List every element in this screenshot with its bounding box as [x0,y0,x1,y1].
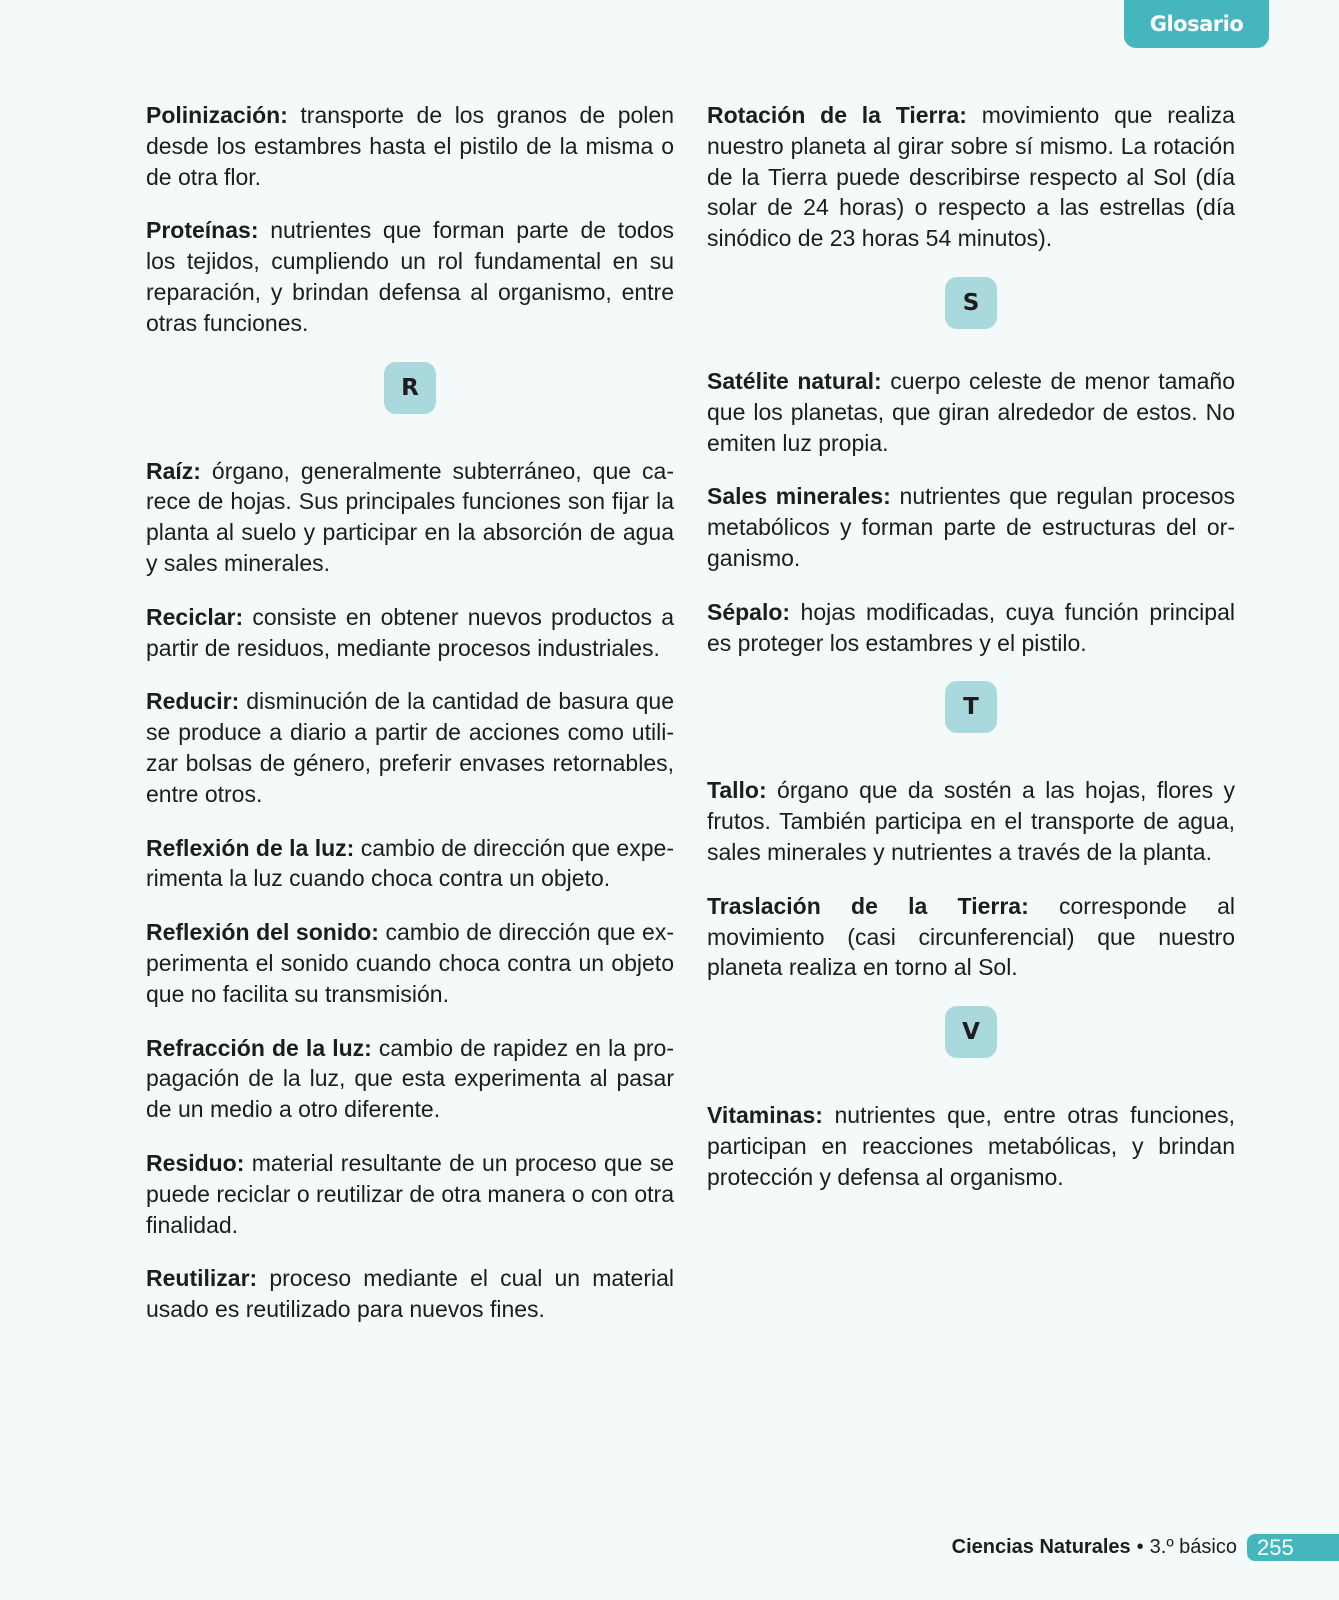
entry-term: Refracción de la luz: [146,1034,372,1061]
entry-definition: cambio de dirección que experimenta el sonido cuando choca contra un objeto que no facilita su transmisión. [146,919,674,1007]
page-number: 255 [1247,1534,1339,1561]
glossary-entry-satelite [707,366,1235,458]
right-column [707,100,1235,1216]
glossary-entry-traslacion [707,891,1235,983]
glossary-entry-reducir [146,686,674,809]
left-column [146,100,674,1348]
entry-term: Sépalo: [707,598,791,625]
glossary-entry-proteinas [146,215,674,338]
entry-definition: nutrientes que forman parte de todos los tejidos, cumpliendo un rol fundamental en su reparación, y brindan defensa al organismo, entre otras funciones. [146,217,674,336]
entry-term: Tallo: [707,777,767,804]
entry-term: Reutilizar: [146,1265,258,1292]
entry-term: Reducir: [146,688,240,715]
entry-definition: disminución de la cantidad de basura que se produce a diario a partir de acciones como utilizar bolsas de género, preferir envases retornables, entre otros. [146,688,674,807]
glosario-tab: Glosario [1124,0,1269,48]
glossary-entry-reutilizar [146,1263,674,1325]
section-letter-r-wrap [146,362,674,414]
entry-definition: nutrientes que, entre otras funciones, participan en reacciones metabólicas, y brindan protección y defensa al organismo. [707,1102,1235,1190]
page-footer [952,1534,1339,1561]
entry-term: Residuo: [146,1149,245,1176]
glossary-entry-tallo [707,775,1235,867]
section-letter-s: S [945,277,997,329]
entry-term: Sales minerales: [707,483,891,510]
section-letter-v: V [945,1006,997,1058]
entry-definition: órgano que da sostén a las hojas, flores y frutos. También participa en el transporte de agua, sales minerales y nutrientes a través de la planta. [707,777,1235,865]
entry-definition: órgano, generalmente subterráneo, que carece de hojas. Sus principales funciones son fijar la planta al suelo y participar en la absorción de agua y sales minerales. [146,457,674,576]
glossary-entry-reflexion-sonido [146,917,674,1009]
entry-definition: nutrientes que regulan procesos metabólicos y forman parte de estructuras del organismo. [707,483,1235,571]
entry-definition: movimiento que realiza nuestro planeta al girar sobre sí mismo. La rotación de la Tierra puede describirse respecto al Sol (día solar de 24 horas) o respecto a las estrellas (día sinódico de 23 horas 54 minutos). [707,102,1235,252]
entry-term: Reciclar: [146,603,244,630]
glossary-entry-sepalo [707,597,1235,659]
entry-definition: consiste en obtener nuevos productos a partir de residuos, mediante procesos industriales. [146,603,674,661]
section-letter-r: R [384,362,436,414]
entry-definition: hojas modificadas, cuya función principal es proteger los estambres y el pistilo. [707,598,1235,656]
entry-term: Reflexión de la luz: [146,834,355,861]
entry-definition: cambio de dirección que experimenta la luz cuando choca contra un objeto. [146,834,674,892]
entry-term: Reflexión del sonido: [146,919,379,946]
glossary-entry-polinizacion [146,100,674,192]
section-letter-t: T [945,681,997,733]
entry-term: Raíz: [146,457,201,484]
entry-definition: cuerpo celeste de menor tamaño que los planetas, que giran alrededor de estos. No emiten luz propia. [707,367,1235,456]
glossary-entry-rotacion [707,100,1235,254]
glossary-entry-reciclar [146,602,674,664]
glossary-entry-sales-minerales [707,481,1235,573]
glossary-entry-raiz [146,456,674,579]
section-letter-s-wrap [707,277,1235,329]
glossary-entry-vitaminas [707,1100,1235,1192]
footer-grade: 3.º básico [1149,1536,1237,1558]
entry-definition: transporte de los granos de polen desde los estambres hasta el pistilo de la misma o de otra flor. [146,102,674,190]
entry-term: Traslación de la Tierra: [707,892,1029,919]
entry-term: Vitaminas: [707,1102,823,1129]
entry-definition: cambio de rapidez en la propagación de la luz, que esta experimenta al pasar de un medio a otro diferente. [146,1034,674,1123]
entry-term: Proteínas: [146,217,259,244]
entry-term: Polinización: [146,102,288,128]
section-letter-v-wrap [707,1006,1235,1058]
entry-definition: corresponde al movimiento (casi circunferencial) que nuestro planeta realiza en torno al Sol. [707,892,1235,981]
section-letter-t-wrap [707,681,1235,733]
footer-subject: Ciencias Naturales [951,1536,1131,1558]
glossary-entry-reflexion-luz [146,833,674,895]
glossary-entry-residuo [146,1148,674,1240]
entry-term: Satélite natural: [707,367,882,394]
entry-definition: proceso mediante el cual un material usado es reutilizado para nuevos fines. [146,1265,674,1323]
entry-definition: material resultante de un proceso que se puede reciclar o reutilizar de otra manera o con otra finalidad. [146,1149,675,1238]
glossary-entry-refraccion-luz [146,1033,674,1125]
entry-term: Rotación de la Tierra: [707,102,967,128]
footer-separator: • [1136,1536,1144,1558]
